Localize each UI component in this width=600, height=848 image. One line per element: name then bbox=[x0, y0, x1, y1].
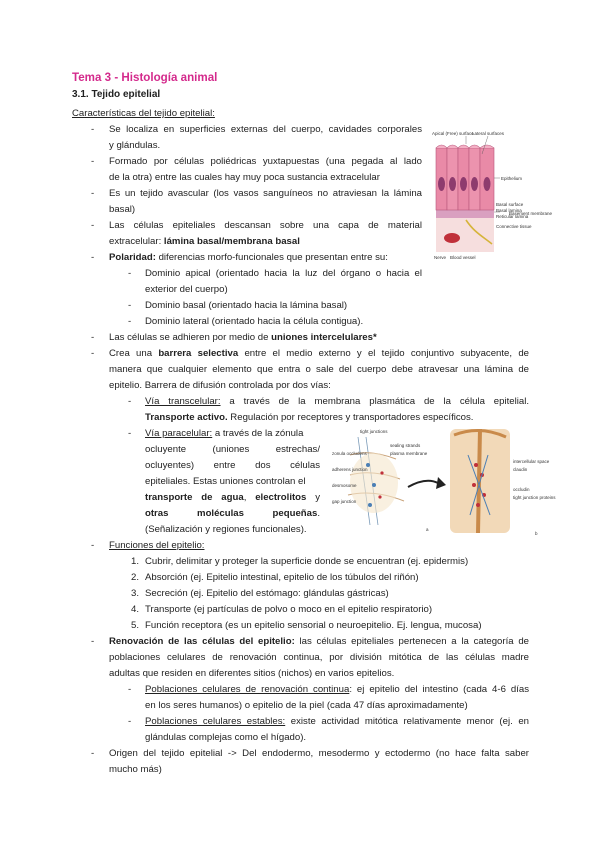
bullet-dash: - bbox=[91, 540, 95, 551]
list-item: Crea una barrera selectiva entre el medio externo y el tejido conjuntivo subyacente, de bbox=[109, 348, 529, 359]
list-item: manera que cualquier elemento que entra o sale del cuerpo debe atravesar una lámina de bbox=[109, 364, 529, 375]
fig1-label: Blood vessel bbox=[450, 255, 476, 260]
bullet-dash: - bbox=[128, 716, 132, 727]
sub-list-item: transporte de agua, electrolitos y bbox=[145, 492, 320, 503]
list-number: 1. bbox=[131, 556, 140, 567]
bullet-dash: - bbox=[91, 156, 95, 167]
fig2-label: tight junctions bbox=[360, 429, 388, 434]
bullet-dash: - bbox=[91, 332, 95, 343]
connective-tissue bbox=[436, 218, 494, 252]
list-number: 2. bbox=[131, 572, 140, 583]
sub-list-item: Vía transcelular: a través de la membrana plasmática de la célula epitelial. bbox=[145, 396, 529, 407]
fig1-label: Connective tissue bbox=[496, 224, 532, 229]
fig2-label: intercellular space bbox=[513, 459, 550, 464]
fig2-panel-letter: b bbox=[535, 531, 538, 536]
bullet-dash: - bbox=[91, 220, 95, 231]
functions-heading: Funciones del epitelio: bbox=[109, 540, 205, 551]
fig1-label: Lateral surfaces bbox=[472, 131, 505, 136]
bullet-dash: - bbox=[91, 748, 95, 759]
bullet-dash: - bbox=[128, 268, 132, 279]
epithelial-cells bbox=[436, 145, 494, 210]
bullet-dash: - bbox=[91, 252, 95, 263]
section-title: 3.1. Tejido epitelial bbox=[72, 89, 161, 100]
fig2-label: sealing strands bbox=[390, 443, 421, 448]
list-item: Las células se adhieren por medio de uniones intercelulares* bbox=[109, 332, 377, 343]
numbered-item: Transporte (ej partículas de polvo o moco en el epitelio respiratorio) bbox=[145, 604, 433, 615]
sub-list-item: ocluyente (uniones estrechas/ bbox=[145, 444, 320, 455]
sub-list-item: Dominio apical (orientado hacia la luz del órgano o hacia el bbox=[145, 268, 422, 279]
blood-vessel bbox=[444, 233, 460, 243]
junction-detail bbox=[450, 429, 510, 533]
list-item: Origen del tejido epitelial -> Del endodermo, mesodermo y ectodermo (no hace falta saber bbox=[109, 748, 529, 759]
list-item: mucho más) bbox=[109, 764, 162, 775]
list-item: basal) bbox=[109, 204, 136, 215]
sub-list-item: Dominio lateral (orientado hacia la célula contigua). bbox=[145, 316, 364, 327]
list-number: 5. bbox=[131, 620, 140, 631]
numbered-item: Función receptora (es un epitelio sensorial o neuroepitelio. Ej. lengua, mucosa) bbox=[145, 620, 482, 631]
fig2-panel-letter: a bbox=[426, 527, 429, 532]
bullet-dash: - bbox=[128, 684, 132, 695]
numbered-item: Secreción (ej. Epitelio del estómago: glándulas gástricas) bbox=[145, 588, 389, 599]
list-item: Se localiza en superficies externas del cuerpo, cavidades corporales bbox=[109, 124, 422, 135]
fig1-label: Basal lamina bbox=[496, 208, 522, 213]
bullet-dash: - bbox=[128, 428, 132, 439]
fig2-label: desmosome bbox=[332, 483, 357, 488]
list-item: poblaciones celulares de renovación continua, por división mitótica de las células madre bbox=[109, 652, 529, 663]
list-item: Renovación de las células del epitelio: las células epiteliales pertenecen a la categoría de bbox=[109, 636, 529, 647]
fig1-label: Reticular lamina bbox=[496, 214, 529, 219]
epithelium-figure bbox=[430, 128, 553, 262]
sub-list-item: otras moléculas pequeñas. bbox=[145, 508, 320, 519]
sub-list-item: (Señalización y regiones funcionales). bbox=[145, 524, 307, 535]
list-item: y glándulas. bbox=[109, 140, 161, 151]
fig1-label: Epithelium bbox=[501, 176, 523, 181]
basement-membrane bbox=[436, 210, 494, 218]
sub-list-item: Poblaciones celulares de renovación continua: ej epitelio del intestino (cada 4-6 días bbox=[145, 684, 530, 695]
list-item: Las células epiteliales descansan sobre una capa de material bbox=[109, 220, 422, 231]
list-item: Formado por células poliédricas yuxtapuestas (una pegada al lado bbox=[109, 156, 422, 167]
fig1-label: Basal surface bbox=[496, 202, 524, 207]
bullet-dash: - bbox=[91, 636, 95, 647]
fig1-label: Nerve bbox=[434, 255, 447, 260]
bullet-dash: - bbox=[91, 348, 95, 359]
list-item: adultas que residen en diferentes sitios (nichos) en varios epitelios. bbox=[109, 668, 395, 679]
bullet-dash: - bbox=[128, 300, 132, 311]
fig2-label: plasma membrane bbox=[390, 451, 428, 456]
fig2-label: gap junction bbox=[332, 499, 357, 504]
page-title: Tema 3 - Histología animal bbox=[72, 71, 218, 84]
sub-list-item: en los seres humanos) o epitelio de la piel (cada 47 días aproximadamente) bbox=[145, 700, 468, 711]
sub-list-item: Poblaciones celulares estables: existe actividad mitótica relativamente menor (ej. en bbox=[145, 716, 529, 727]
fig1-label: Basement membrane bbox=[509, 211, 553, 216]
bullet-dash: - bbox=[91, 124, 95, 135]
characteristics-heading: Características del tejido epitelial: bbox=[72, 108, 215, 119]
bullet-dash: - bbox=[128, 316, 132, 327]
fig2-label: adherens junction bbox=[332, 467, 368, 472]
fig2-label: zonula occludens bbox=[332, 451, 367, 456]
list-item: Polaridad: diferencias morfo-funcionales que presentan entre su: bbox=[109, 252, 388, 263]
list-item: epitelio. Barrera de difusión controlada por dos vías: bbox=[109, 380, 331, 391]
sub-list-item: ocluyentes) entre dos células bbox=[145, 460, 320, 471]
tight-junction-figure bbox=[330, 425, 556, 537]
sub-list-item: epiteliales. Estas uniones controlan el bbox=[145, 476, 306, 487]
sub-list-item: exterior del cuerpo) bbox=[145, 284, 228, 295]
numbered-item: Cubrir, delimitar y proteger la superficie donde se encuentran (ej. epidermis) bbox=[145, 556, 469, 567]
sub-list-item: glándulas complejas como el hígado). bbox=[145, 732, 307, 743]
list-number: 3. bbox=[131, 588, 140, 599]
list-item: Es un tejido avascular (los vasos sanguíneos no atraviesan la lámina bbox=[109, 188, 422, 199]
sub-list-item: Transporte activo. Regulación por receptores y transportadores específicos. bbox=[145, 412, 474, 423]
bullet-dash: - bbox=[128, 396, 132, 407]
sub-list-item: Vía paracelular: a través de la zónula bbox=[145, 428, 304, 439]
list-item: extracelular: lámina basal/membrana basal bbox=[109, 236, 300, 247]
fig2-label: occludin bbox=[513, 487, 530, 492]
fig2-label: tight junction proteins bbox=[513, 495, 556, 500]
list-number: 4. bbox=[131, 604, 140, 615]
fig1-label: Apical (Free) surface bbox=[432, 131, 474, 136]
fig2-label: claudin bbox=[513, 467, 528, 472]
list-item: de la otra) entre las cuales hay muy poca sustancia extracelular bbox=[109, 172, 380, 183]
numbered-item: Absorción (ej. Epitelio intestinal, epitelio de los túbulos del riñón) bbox=[145, 572, 419, 583]
sub-list-item: Dominio basal (orientado hacia la lámina basal) bbox=[145, 300, 348, 311]
bullet-dash: - bbox=[91, 188, 95, 199]
